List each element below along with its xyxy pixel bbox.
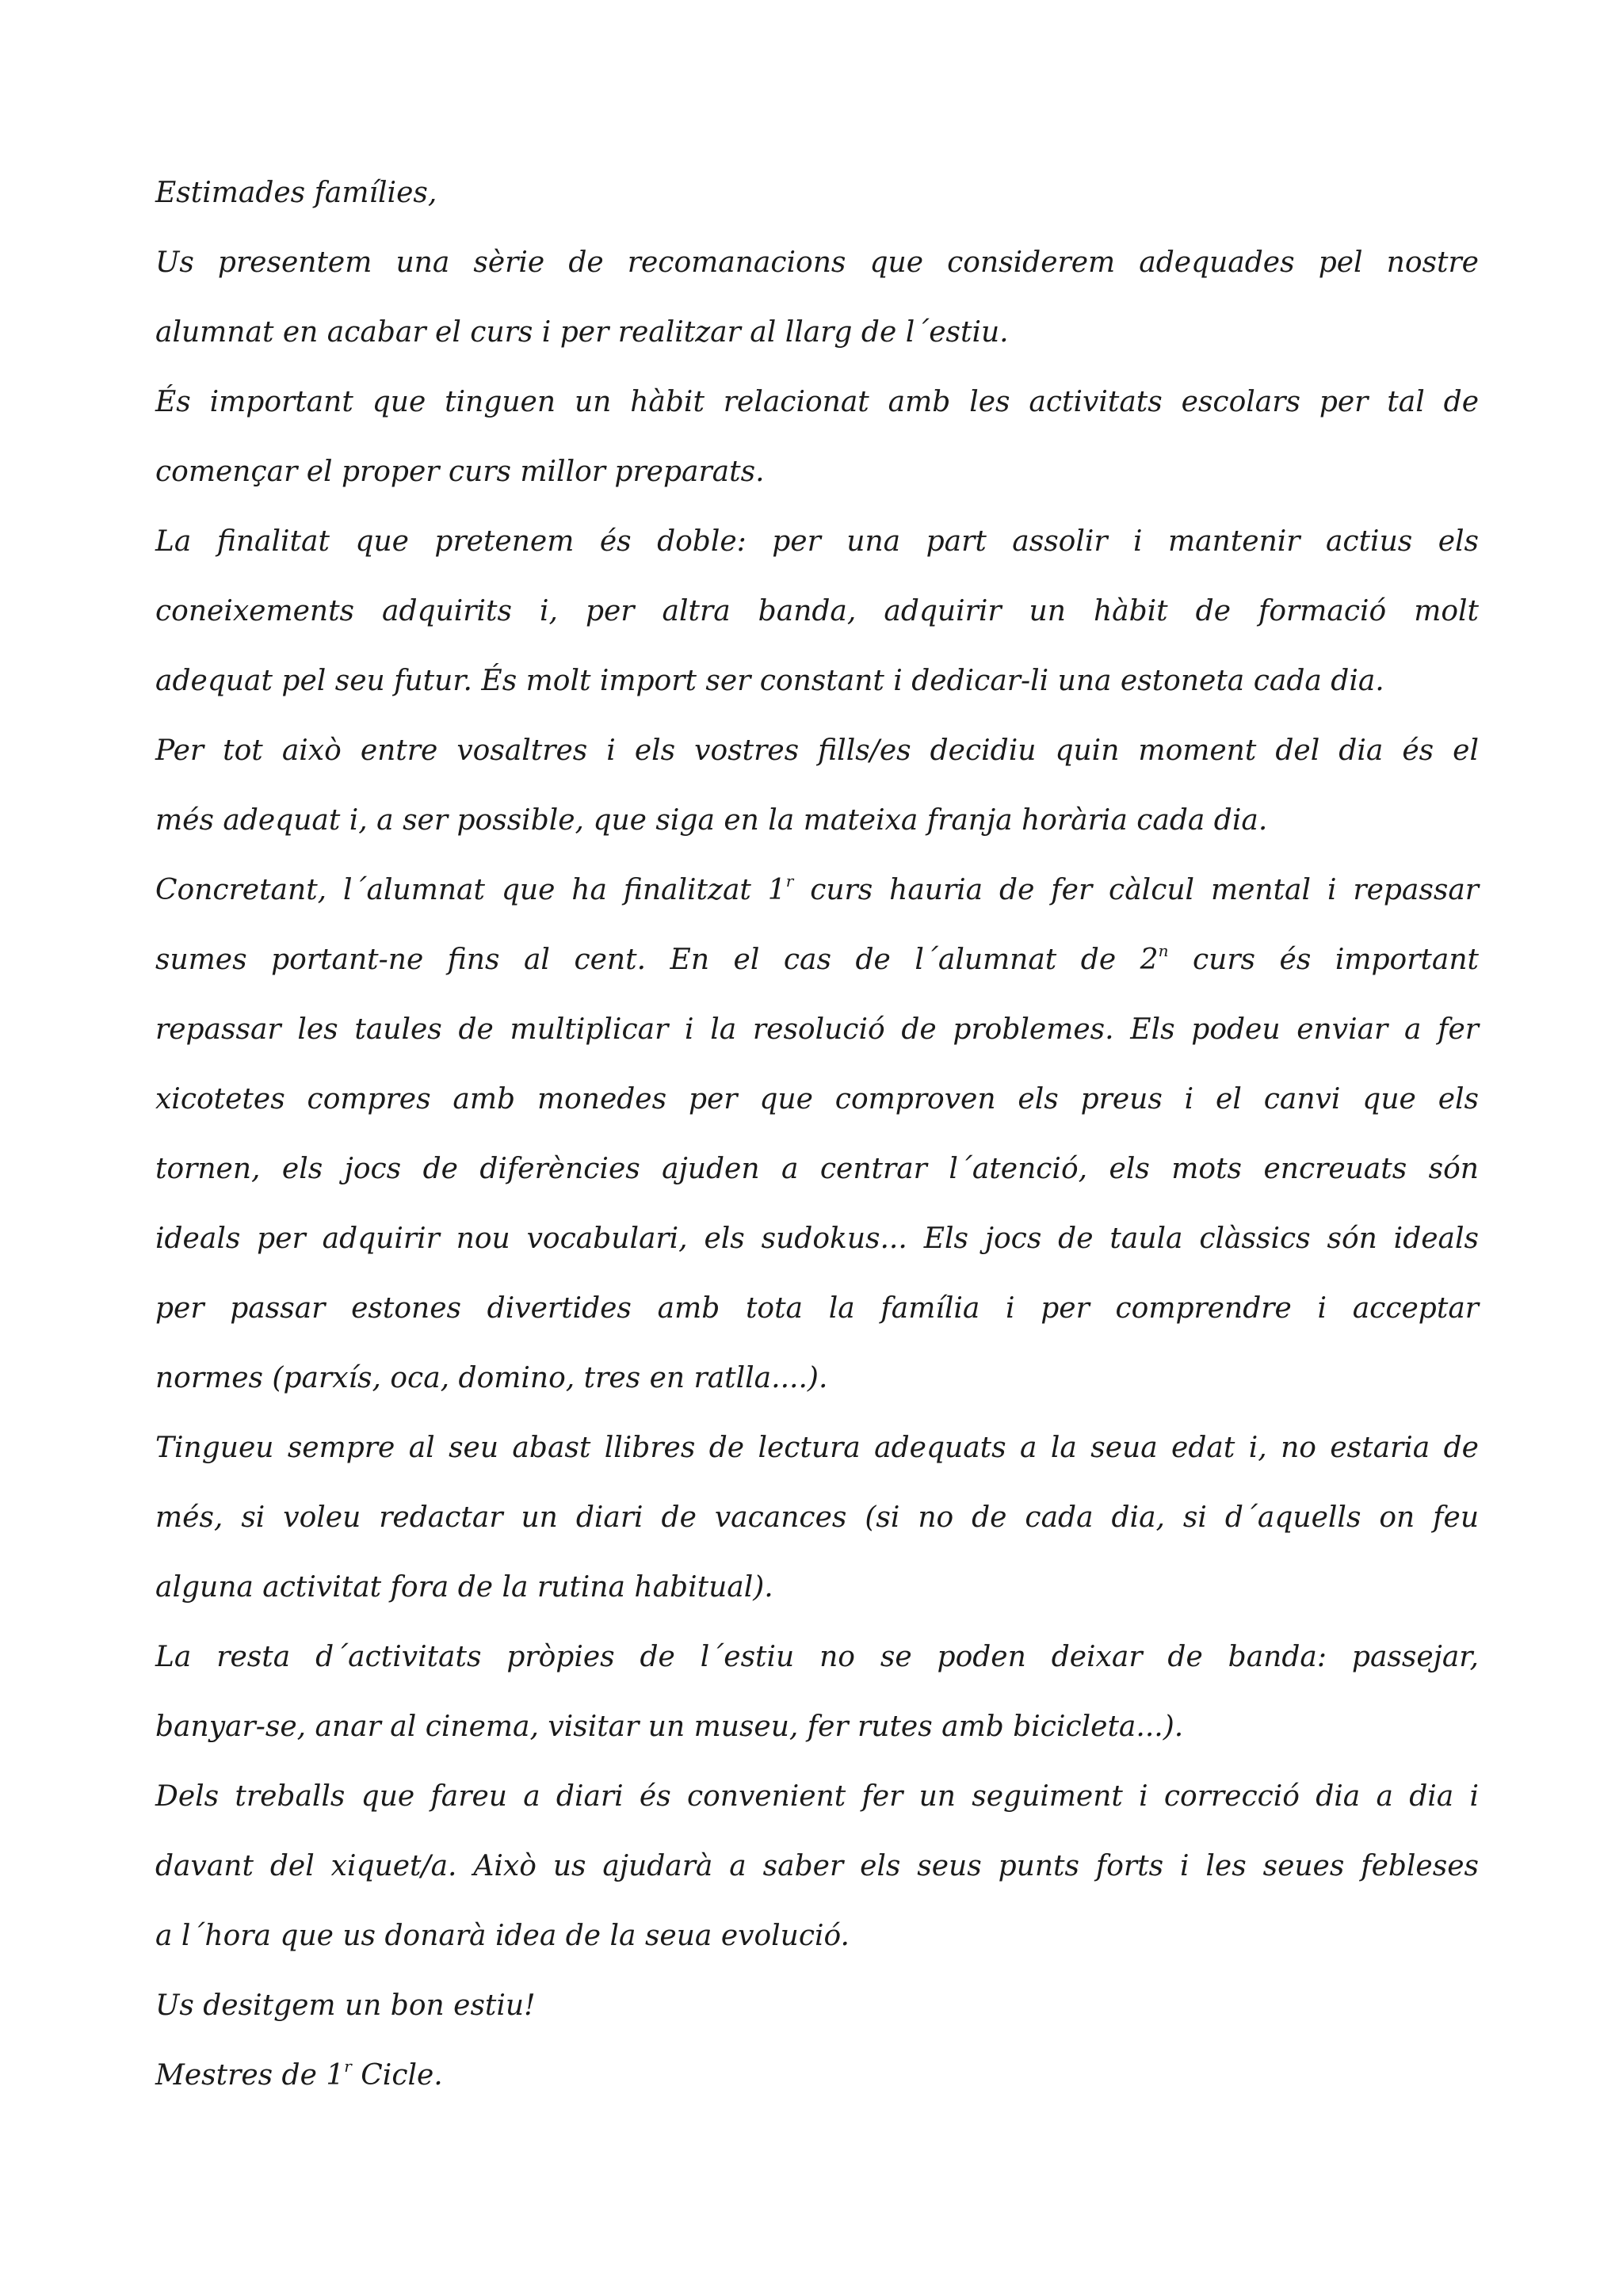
paragraph-line: coneixements adquirits i, per altra banda, adquirir un hàbit de formació molt	[155, 595, 1479, 627]
paragraph-recommendations	[155, 228, 1479, 368]
paragraph-line: tornen, els jocs de diferències ajuden a centrar l´atenció, els mots encreuats són	[155, 1153, 1479, 1185]
paragraph-line	[155, 856, 1479, 925]
paragraph-line: És important que tinguen un hàbit relacionat amb les activitats escolars per tal de	[155, 386, 1479, 418]
paragraph-line: La finalitat que pretenem és doble: per una part assolir i mantenir actius els	[155, 525, 1479, 558]
paragraph-line: començar el proper curs millor preparats.	[155, 456, 765, 488]
letter-body	[155, 158, 1479, 2111]
text-segment: Concretant, l´alumnat que ha finalitzat 1	[155, 874, 786, 906]
ordinal-superscript: r	[344, 2057, 352, 2076]
paragraph-habit	[155, 368, 1479, 507]
paragraph-timing	[155, 716, 1479, 856]
paragraph-line: ideals per adquirir nou vocabulari, els sudokus... Els jocs de taula clàssics són ideals	[155, 1222, 1479, 1255]
greeting: Estimades famílies,	[155, 177, 437, 209]
text-segment: curs és important	[1168, 944, 1479, 976]
paragraph-line: alguna activitat fora de la rutina habitual).	[155, 1571, 773, 1604]
ordinal-superscript: n	[1158, 941, 1169, 960]
paragraph-line: a l´hora que us donarà idea de la seua evolució.	[155, 1920, 850, 1952]
paragraph-line: alumnat en acabar el curs i per realitzar al llarg de l´estiu.	[155, 316, 1009, 349]
paragraph-follow-up	[155, 1762, 1479, 1971]
paragraph-line: Dels treballs que fareu a diari és convenient fer un seguiment i correcció dia a dia i	[155, 1780, 1479, 1813]
paragraph-reading	[155, 1413, 1479, 1623]
paragraph-activities	[155, 856, 1479, 1413]
text-segment: Cicle.	[351, 2059, 443, 2092]
text-segment: curs hauria de fer càlcul mental i repassar	[793, 874, 1480, 906]
paragraph-line: banyar-se, anar al cinema, visitar un museu, fer rutes amb bicicleta...).	[155, 1711, 1184, 1743]
closing: Us desitgem un bon estiu!	[155, 1989, 536, 2022]
paragraph-line: davant del xiquet/a. Això us ajudarà a saber els seus punts forts i les seues febleses	[155, 1850, 1479, 1882]
paragraph-line: més adequat i, a ser possible, que siga en la mateixa franja horària cada dia.	[155, 804, 1268, 837]
paragraph-line: Tingueu sempre al seu abast llibres de lectura adequats a la seua edat i, no estaria de	[155, 1432, 1479, 1464]
paragraph-line: més, si voleu redactar un diari de vacances (si no de cada dia, si d´aquells on feu	[155, 1501, 1479, 1534]
ordinal-superscript: r	[785, 871, 794, 891]
paragraph-line: normes (parxís, oca, domino, tres en ratlla....).	[155, 1362, 828, 1394]
paragraph-line: repassar les taules de multiplicar i la resolució de problemes. Els podeu enviar a fer	[155, 1013, 1479, 1046]
paragraph-line: Us presentem una sèrie de recomanacions que considerem adequades pel nostre	[155, 246, 1479, 279]
text-segment: sumes portant-ne fins al cent. En el cas de l´alumnat de 2	[155, 944, 1159, 976]
paragraph-line: La resta d´activitats pròpies de l´estiu no se poden deixar de banda: passejar,	[155, 1641, 1479, 1673]
paragraph-line: Per tot això entre vosaltres i els vostres fills/es decidiu quin moment del dia és el	[155, 734, 1479, 767]
paragraph-line: adequat pel seu futur. És molt import ser constant i dedicar-li una estoneta cada dia.	[155, 665, 1384, 697]
paragraph-purpose	[155, 507, 1479, 716]
text-segment: Mestres de 1	[155, 2059, 345, 2092]
paragraph-summer	[155, 1623, 1479, 1762]
paragraph-line	[155, 925, 1479, 995]
paragraph-line: per passar estones divertides amb tota la família i per comprendre i acceptar	[155, 1292, 1479, 1325]
paragraph-line: xicotetes compres amb monedes per que comproven els preus i el canvi que els	[155, 1083, 1479, 1116]
signature	[155, 2041, 1479, 2111]
